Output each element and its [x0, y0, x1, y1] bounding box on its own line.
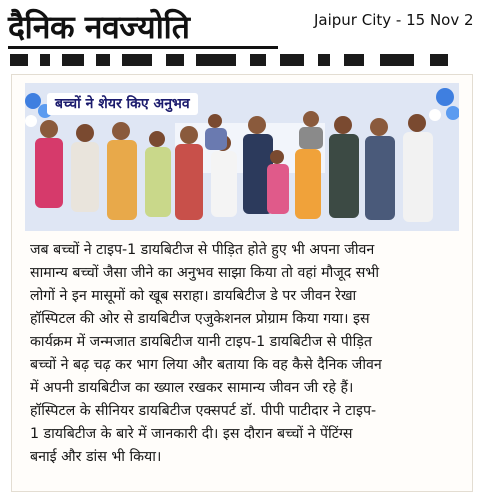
masthead-rule [8, 46, 278, 49]
masthead: दैनिक नवज्योति [8, 8, 190, 46]
article-line: में अपनी डायबिटीज का ख्याल रखकर सामान्य जीवन जी रहे हैं। [30, 380, 354, 396]
cropped-text-strip [0, 54, 485, 66]
article-line: कार्यक्रम में जन्मजात डायबिटीज यानी टाइप-1 डायबिटीज से पीड़ित [30, 334, 372, 350]
event-photo [25, 83, 459, 231]
article-line: लोगों ने इन मासूमों को खूब सराहा। डायबिटीज डे पर जीवन रेखा [30, 288, 357, 304]
article-line: 1 डायबिटीज के बारे में जानकारी दी। इस दौरान बच्चों ने पेंटिंग्स [30, 426, 353, 442]
photo-caption: बच्चों ने शेयर किए अनुभव [47, 93, 198, 115]
article-body [30, 239, 460, 469]
article-line: जब बच्चों ने टाइप-1 डायबिटीज से पीड़ित होते हुए भी अपना जीवन [30, 242, 375, 258]
article-line: सामान्य बच्चों जैसा जीने का अनुभव साझा किया तो वहां मौजूद सभी [30, 265, 380, 281]
edition-info: Jaipur City - 15 Nov 2 [314, 11, 474, 29]
article-line: बच्चों ने बढ़ चढ़ कर भाग लिया और बताया कि वह कैसे दैनिक जीवन [30, 357, 382, 373]
article-line: हॉस्पिटल के सीनियर डायबिटीज एक्सपर्ट डॉ. पीपी पाटीदार ने टाइप- [30, 403, 377, 419]
news-clipping [11, 74, 473, 492]
article-line: बनाई और डांस भी किया। [30, 449, 162, 465]
article-line: हॉस्पिटल की ओर से डायबिटीज एजुकेशनल प्रोग्राम किया गया। इस [30, 311, 370, 327]
